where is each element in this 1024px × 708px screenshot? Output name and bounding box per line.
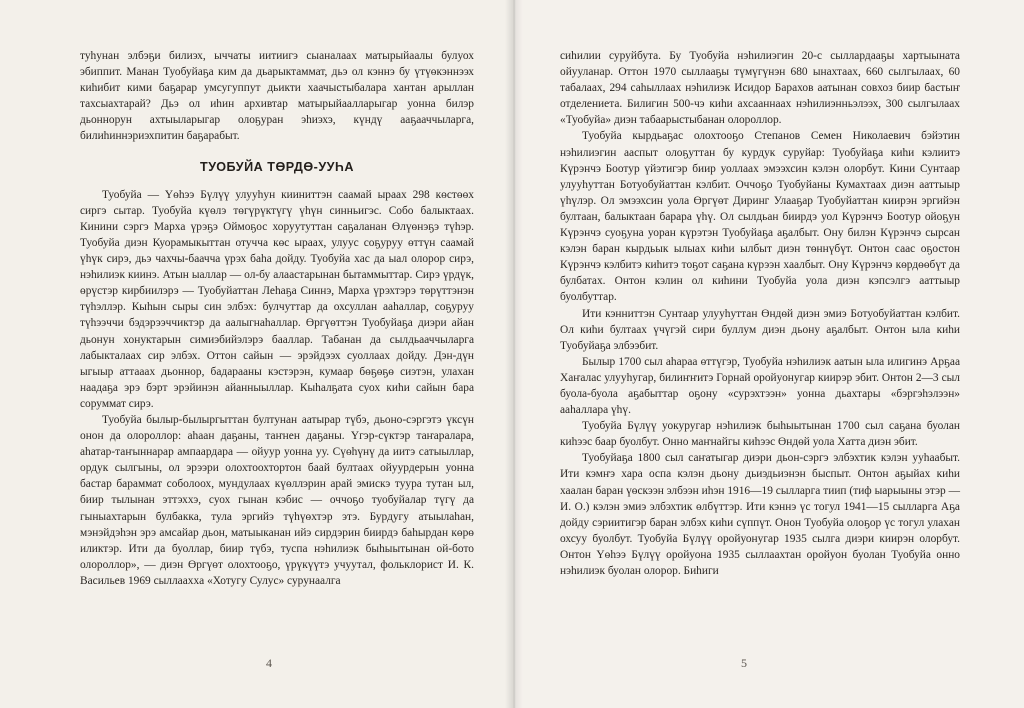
right-paragraph-1: сиһилии суруйбута. Бу Туобуйа нэһилиэгин 20-с сыллардааҕы хартыыната ойууланар. Оттон 1970 сыллааҕы түмүгүнэн 680 ынахтаах, 660 сылгылаах, 60 табалаах, 294 саһыллаах нэһилиэк Исидор Барахов аатынан совхоз биир бастыҥ отделениета. Билигин 500-чэ киһи ахсааннаах нэһилиэнньэлээх, 300 сылгылаах «Туобуйа» диэн табаарыстыбанан олороллор. [560, 50, 960, 127]
section-heading: ТУОБУЙА ТӨРДӨ-УУҺА [200, 159, 354, 174]
left-text-column [80, 48, 474, 589]
right-paragraph-2: Туобуйа кырдьаҕас олохтооҕо Степанов Семен Николаевич бэйэтин нэһилиэгин ааспыт олоҕуттан бу курдук суруйар: Туобуйаҕа киһи кэлиитэ Күрэнчэ Боотур үйэтигэр биир уоллаах эмээхсин кэлэн олорбут. Кини Сунтаар улууһуттан Ботуобуйаттан кэлбит. Оччоҕо Туобуйаны Кумахтаах диэн ааттыыр үһүлэр. Ол эмээхсин уола Өргүөт Диринг Улааҕар Туобуйаттан киирэн эргийэн бултаан, балыктаан барара үһү. Ол сылдьан биирдэ уол Күрэнчэ Боотур ойоҕун Күрэнчэ суоҕуна уоран күрэтэн Туобуйаҕа аҕалбыт. Ону билэн Күрэнчэ сырсан кэлэн баран кырдьык ылыах киһи ылбыт диэн төннүбүт. Онтон саас оҕостон Күрэнчэ кэлбитэ киһитэ тоҕот саҕана күрээн хаалбыт. Ону Күрэнчэ көрдөөбүт да булбатах. Онтон кэлин ол киһини Туобуйа уола диэн кэпсэлгэ ааттыыр буолбуттар. [560, 130, 960, 304]
right-paragraph-4: Былыр 1700 сыл аһараа өттүгэр, Туобуйа нэһилиэк аатын ыла илигинэ Арҕаа Хаҥалас улууһугар, билиҥҥитэ Горнай оройуонугар киирэр эбит. Онтон 2—3 сыл буола-буола аҕабыттар оҕону «сурэхтээн» уонна дьахтары «бэргэһэлээн» ааһаллара үһү. [560, 355, 960, 417]
book-gutter-shadow [505, 0, 523, 708]
intro-paragraph: туһунан элбэҕи билиэх, ыччаты иитиигэ сыаналаах матырыйаалы булуох эбиппит. Манан Туобуйаҕа ким да дьарыктаммат, дьэ ол кэннэ бу үтүөкэннээх киһибит кими баҕарар умсугуппут дьикти хаачыстыбалара хантан арыллан тахсыахтарай? Дьэ ол иһин архивтар матырыйаалларыгар уонна билэр дьоннорун ахтыыларыгар олоҕуран эһиэхэ, күндү ааҕааччыларга, билиһиннэриэхпитин баҕарабыт. [80, 50, 474, 143]
left-paragraph-2: Туобуйа былыр-былыргыттан бултунан аатырар түбэ, дьоно-сэргэтэ үксүн онон да олороллор: аһаан даҕаны, таҥнен даҕаны. Үгэр-сүктэр таҥаралара, аһатар-таҥыннарар ампаардара — ойуур уонна уу. Сүөһүнү да иитэ сатыыллар, ордук сылгыны, ол эрээри олохтоохтортон баай бултаах ойуурдерын уонна бастар бараммат соболоох, мундулаах күөллэрин арай эмискэ тууpa тутан ыл, биир тылынан эттэххэ, суох гынан кэбис — оччоҕо туобуйалар түгү да гыныахтарын булбакка, тула эргийэ түһүөхтэр этэ. Бурдугу атыылаһан, мэнэйдэһэн эрэ амсайар дьон, матыыканан ийэ сирдэрин биирдэ баһырдан көрө иликтэр. Ити да буоллар, биир түбэ, туспа нэһилиэк быһыытынан ой-бото олороллор», — диэн Өргүөт олохтооҕо, үрүкүүтэ учуутал, фольклорист И. К. Васильев 1969 сыллааххa «Хотугу Сулус» сурунаалга [80, 413, 474, 587]
right-text-column [560, 48, 960, 579]
right-paragraph-6: Туобуйаҕа 1800 сыл саҥатыгар диэри дьон-сэргэ элбэхтик кэлэн ууһаабыт. Ити кэмҥэ хара оспа кэлэн дьону дьиэдьиэнэн быспыт. Онтон аҕыйах киһи хаалан баран үөскээн элбээн иһэн 1916—19 сылларга тиип (тиф ыарыыны этэр — И. О.) кэлэн эмиэ элбэхтик өлбүттэр. Ити кэннэ үс тогул 1941—15 сылларга Аҕа дойду сэриитигэр баран элбэх киһи сүппүт. Онон Туобуйа олоҕор үс тогул улахан охсуу буолбут. Туобуйа Бүлүү оройуонугар 1935 сылга диэри киирэн олорбут. Онтон Үөһээ Бүлүү оройуона 1935 сыллаахтан оройуон буолан Туобуйа онно нэһилиэк буолан олорор. Биһиги [560, 452, 960, 577]
right-paragraph-5: Туобуйа Бүлүү уокуругар нэһилиэк быһыытынан 1700 сыл саҕана буолан киһээс баар буолбут. Онно маҥнайгы киһээс Өндөй уола Хатта диэн эбит. [560, 420, 960, 449]
left-paragraph-1: Туобуйа — Үөһээ Бүлүү улууһун кииниттэн саамай ыраах 298 көстөөх сиргэ сытар. Туобуйа күөлэ төгүрүктүгү үһүн синньигэс. Собо балыктаах. Кинини сэргэ Марха үрэҕэ Оймоҕос хоруутуттан саҕаланан Өлүөнэҕэ түһэр. Туобуйа диэн Куорамыкыттан отучча көс ыраах, улуус соҕуруу өттүн саамай үһүк сирэ, дьэ чахчы-баачча үрэх баһа дойду. Туобуйа хас да ыал олорор сирэ, нэһилиэк киинэ. Атын ыаллар — ол-бу алаастарынан бытаммыттар. Сирэ үрдүк, өрүстэр кирбиилэрэ — Туобуйаттан Леhаҕа Синнэ, Марха үрэхтэрэ төрүттэнэн түһэллэр. Кыһын сыры син элбэх: булчуттар да охсуллан ааһаллар, соҕуруу түһээччи бэдэрээччиктэр да аалыгнаһаллар. Өргүөттэн Туобуйаҕа диэри айан дьонун хонуктарын симиэбийэлэрэ бааллар. Табанан да сылдьааччыларга лабыкталаах сир элбэх. Оттон сайын — эрэйдээх суоллаах дойду. Дэн-дүн ыгыыр аттааах дьоннор, бадарааны кэстэрэн, кумаар бөҕөҕө сиэтэн, улахан наадаҕа эрэ бэрт эрэйинэн айанныыллар. Кыһалҕата суох киһи сайын бара соруммат сирэ. [80, 188, 474, 410]
right-page-number: 5 [741, 656, 747, 670]
left-page-number: 4 [266, 656, 272, 670]
right-paragraph-3: Ити кэнниттэн Сунтаар улууһуттан Өндөй диэн эмиэ Ботуобуйаттан кэлбит. Ол киһи бултаах үчүгэй сири буллум диэн дьону аҕалбыт. Онтон ыла киһи Туобуйаҕа элбээбит. [560, 307, 960, 352]
right-page [514, 0, 1024, 708]
